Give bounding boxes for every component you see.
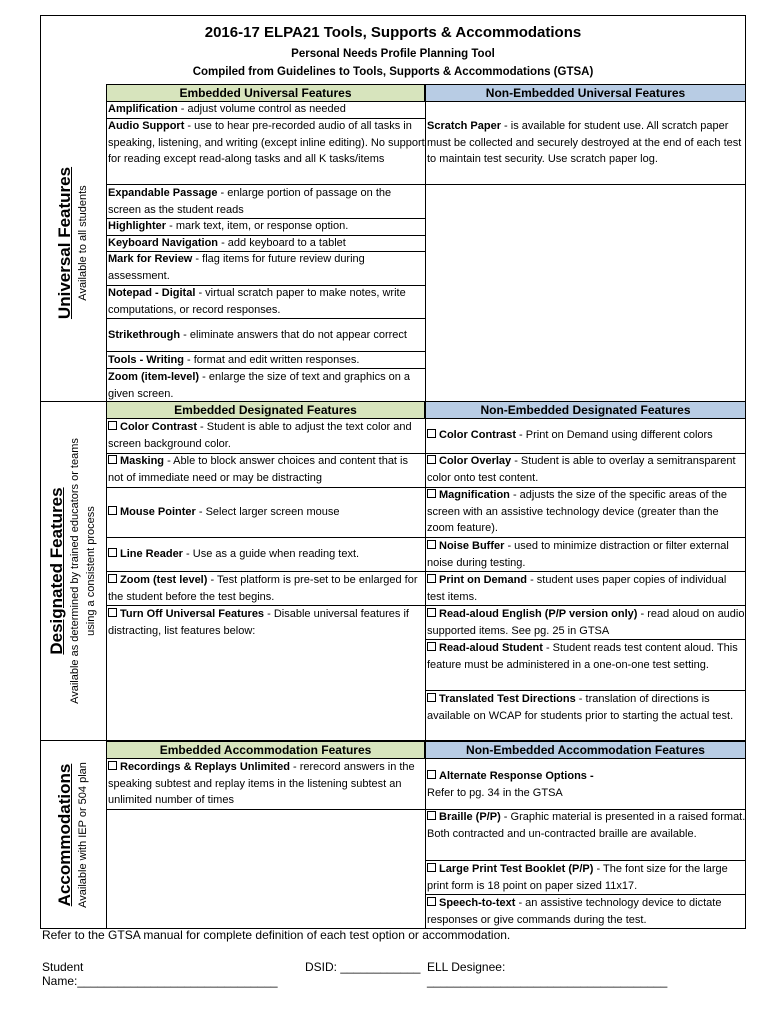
dsid-field[interactable]: DSID: ____________ (305, 960, 421, 974)
designated-side-sub2: using a consistent process (85, 505, 97, 636)
list-item: Zoom (item-level) - enlarge the size of text and graphics on a given screen. (108, 371, 411, 400)
designated-side-sub1: Available as determined by trained educators or teams (69, 437, 81, 704)
checkbox[interactable] (427, 574, 436, 583)
universal-side-label (40, 84, 106, 401)
checkbox[interactable] (427, 540, 436, 549)
compiled-note: Compiled from Guidelines to Tools, Supports & Accommodations (GTSA) (192, 66, 594, 78)
footer-note: Refer to the GTSA manual for complete definition of each test option or accommodation. (42, 928, 511, 942)
checklist-item: Turn Off Universal Features - Disable universal features if distracting, list features below: (108, 608, 409, 637)
list-item: Expandable Passage - enlarge portion of passage on the screen as the student reads (108, 187, 392, 216)
non-embedded-universal-header: Non-Embedded Universal Features (425, 84, 746, 102)
embedded-universal-header: Embedded Universal Features (106, 84, 425, 102)
accommodations-side-label (40, 740, 106, 929)
checkbox[interactable] (427, 489, 436, 498)
checklist-item: Read-aloud English (P/P version only) - read aloud on audio supported items. See pg. 25 in GTSA (427, 608, 745, 637)
list-item: Strikethrough - eliminate answers that do not appear correct (108, 329, 407, 341)
checklist-item: Noise Buffer - used to minimize distraction or filter external noise during testing. (427, 540, 729, 569)
checklist-item: Translated Test Directions - translation of directions is available on WCAP for students prior to starting the actual test. (427, 693, 734, 722)
student-name-field[interactable]: Student Name:______________________________ (42, 960, 278, 988)
accommodations-side-title: Accommodations (55, 763, 74, 906)
checklist-item: Magnification - adjusts the size of the specific areas of the screen with an assistive technology device (greater than the zoom feature). (427, 489, 727, 534)
list-item: Notepad - Digital - virtual scratch paper to make notes, write computations, or record responses. (108, 287, 406, 316)
list-item: Mark for Review - flag items for future review during assessment. (108, 253, 365, 282)
checkbox[interactable] (108, 548, 117, 557)
checklist-item: Recordings & Replays Unlimited - rerecord answers in the speaking subtest and replay items in the listening subtest an unlimited number of times (108, 761, 415, 806)
list-item: Keyboard Navigation - add keyboard to a tablet (108, 237, 346, 249)
checkbox[interactable] (427, 642, 436, 651)
checkbox[interactable] (427, 608, 436, 617)
checkbox[interactable] (427, 811, 436, 820)
non-embedded-accommodation-header: Non-Embedded Accommodation Features (425, 741, 746, 759)
checklist-item: Mouse Pointer - Select larger screen mouse (106, 504, 425, 521)
checkbox[interactable] (427, 455, 436, 464)
designated-side-label (40, 401, 106, 740)
checkbox[interactable] (427, 693, 436, 702)
checkbox[interactable] (427, 863, 436, 872)
page-title: 2016-17 ELPA21 Tools, Supports & Accommodations (204, 24, 582, 41)
non-embedded-designated-header: Non-Embedded Designated Features (425, 401, 746, 419)
list-item: Highlighter - mark text, item, or response option. (108, 220, 349, 232)
checklist-item: Braille (P/P) - Graphic material is presented in a raised format. Both contracted and un-contracted braille are available. (427, 811, 746, 840)
checklist-item: Color Contrast - Print on Demand using different colors (425, 427, 746, 444)
checklist-item: Alternate Response Options - Refer to pg. 34 in the GTSA (427, 770, 594, 799)
checkbox[interactable] (108, 506, 117, 515)
designated-side-title: Designated Features (47, 486, 66, 655)
checkbox[interactable] (427, 429, 436, 438)
list-item: Amplification - adjust volume control as needed (108, 103, 346, 115)
checklist-item: Read-aloud Student - Student reads test content aloud. This feature must be administered in a one-on-one test setting. (427, 642, 738, 671)
checklist-item: Print on Demand - student uses paper copies of individual test items. (427, 574, 727, 603)
checkbox[interactable] (108, 761, 117, 770)
checklist-item: Speech-to-text - an assistive technology device to dictate responses or give commands during the test. (427, 897, 722, 926)
list-item: Tools - Writing - format and edit written responses. (108, 354, 360, 366)
page-subtitle: Personal Needs Profile Planning Tool (291, 48, 495, 60)
list-item: Audio Support - use to hear pre-recorded audio of all tasks in speaking, listening, and writing (except inline editing). No support for reading except read-along tasks and all K tasks/items (108, 120, 425, 165)
checkbox[interactable] (108, 455, 117, 464)
universal-side-sub: Available to all students (77, 184, 89, 301)
checklist-item: Masking - Able to block answer choices and content that is not of immediate need or may be distracting (108, 455, 408, 484)
checklist-item: Zoom (test level) - Test platform is pre-set to be enlarged for the student before the test begins. (108, 574, 418, 603)
checkbox[interactable] (427, 897, 436, 906)
embedded-designated-header: Embedded Designated Features (106, 401, 425, 419)
accommodations-side-sub: Available with IEP or 504 plan (77, 761, 89, 908)
checkbox[interactable] (108, 421, 117, 430)
ell-designee-field[interactable]: ELL Designee: ____________________________________ (427, 960, 668, 988)
universal-side-title: Universal Features (55, 166, 74, 319)
checkbox[interactable] (108, 608, 117, 617)
checkbox[interactable] (427, 770, 436, 779)
checklist-item: Line Reader - Use as a guide when reading text. (106, 546, 425, 563)
list-item: Scratch Paper - is available for student use. All scratch paper must be collected and securely destroyed at the end of each test to maintain test security. Use scratch paper log. (427, 120, 742, 165)
checkbox[interactable] (108, 574, 117, 583)
checklist-item: Large Print Test Booklet (P/P) - The font size for the large print form is 18 point on paper sized 11x17. (427, 863, 728, 892)
embedded-accommodation-header: Embedded Accommodation Features (106, 741, 425, 759)
checklist-item: Color Overlay - Student is able to overlay a semitransparent color onto test content. (427, 455, 736, 484)
checklist-item: Color Contrast - Student is able to adjust the text color and screen background color. (108, 421, 412, 450)
